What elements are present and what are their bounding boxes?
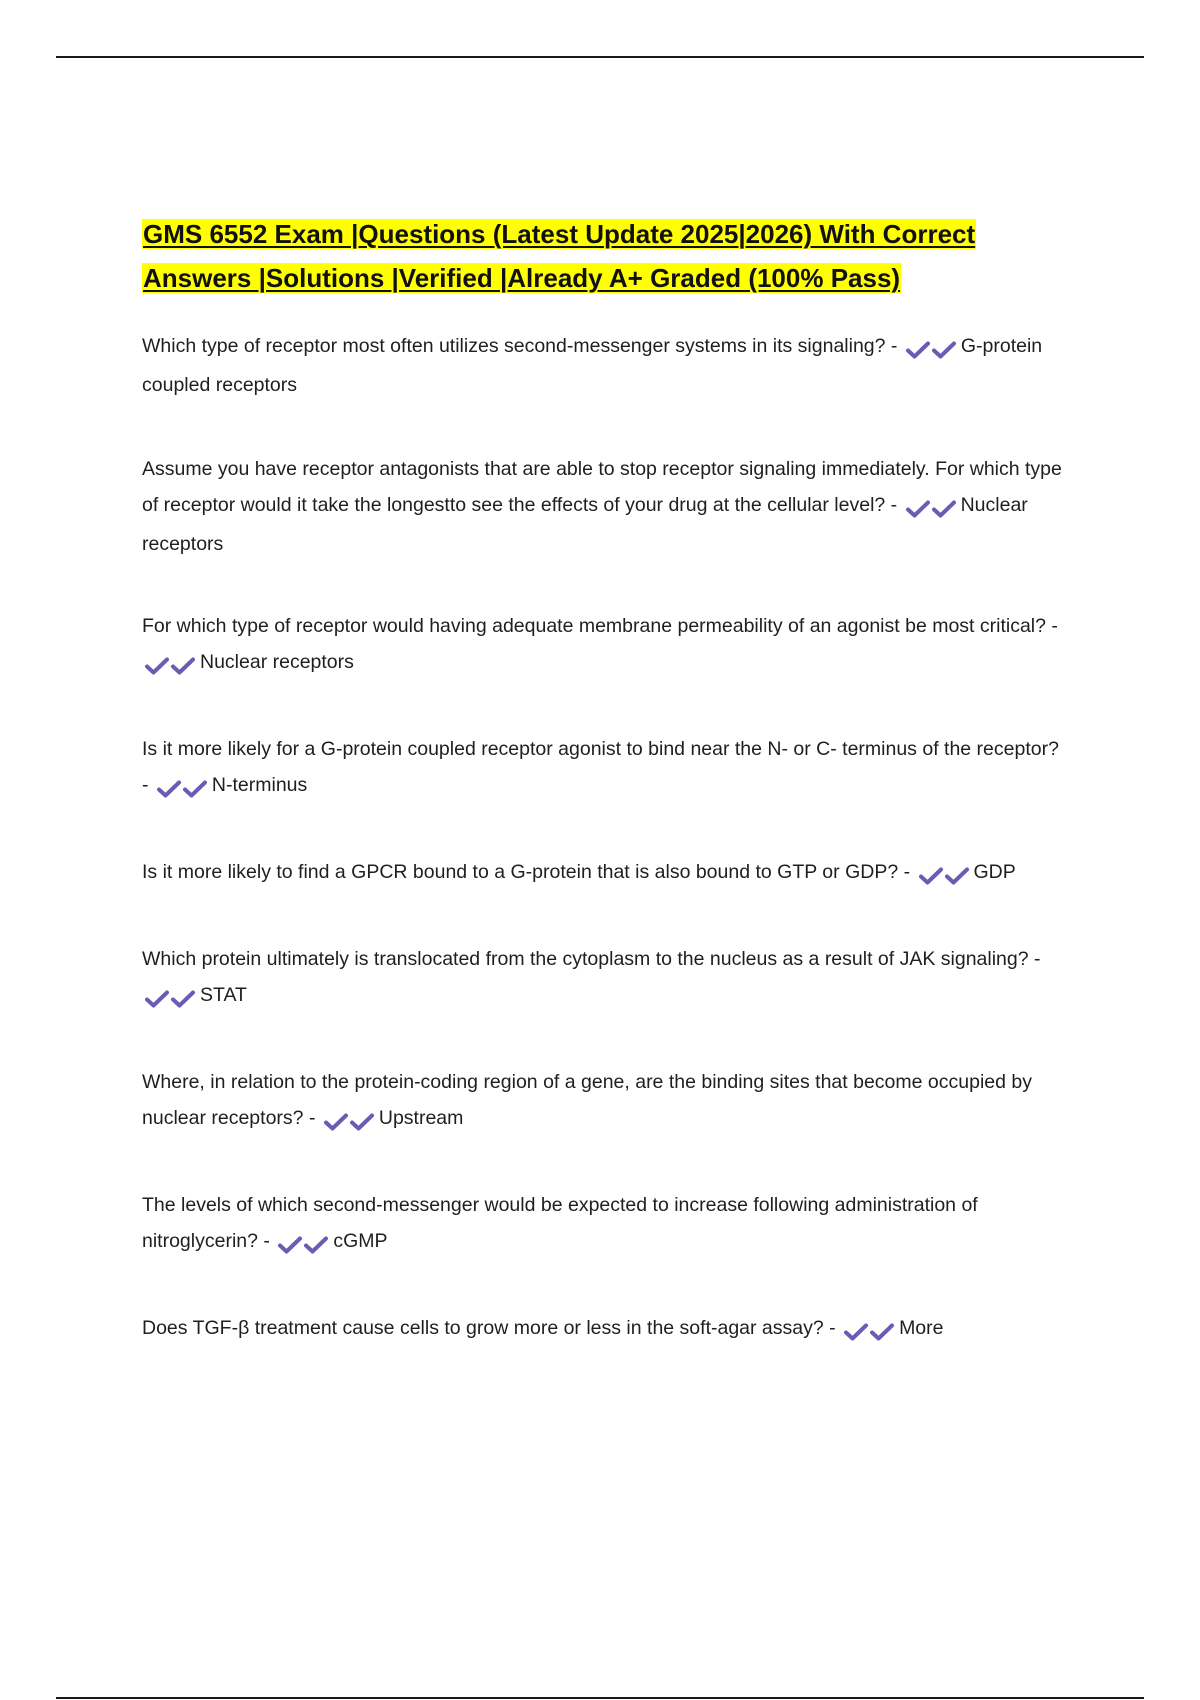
answer-text: G-protein coupled receptors <box>142 335 1043 396</box>
qa-item <box>142 731 1062 806</box>
double-check-icon <box>323 1103 375 1139</box>
check-icon <box>144 656 170 676</box>
qa-item <box>142 1064 1062 1139</box>
answer-separator: - <box>142 774 149 796</box>
check-icon <box>931 340 957 360</box>
double-check-icon <box>277 1226 329 1262</box>
check-icon <box>905 340 931 360</box>
answer-separator: - <box>903 861 911 883</box>
document-body <box>142 212 1062 1349</box>
question-text: Which type of receptor most often utilizes second-messenger systems in its signaling? <box>142 335 886 357</box>
answer-text: More <box>899 1317 944 1339</box>
footer-rule <box>56 1697 1144 1699</box>
header-rule <box>56 56 1144 58</box>
answer-separator: - <box>263 1230 270 1252</box>
check-icon <box>869 1322 895 1342</box>
check-icon <box>349 1112 375 1132</box>
check-icon <box>323 1112 349 1132</box>
qa-item <box>142 1187 1062 1262</box>
question-text: The levels of which second-messenger would be expected to increase following administration of nitroglycerin? <box>142 1194 978 1252</box>
answer-text: N-terminus <box>211 774 308 796</box>
answer-separator: - <box>890 494 898 516</box>
title-line-1: GMS 6552 Exam |Questions (Latest Update 2025|2026) With Correct <box>143 219 976 249</box>
check-icon <box>944 866 970 886</box>
check-icon <box>931 499 957 519</box>
double-check-icon <box>843 1313 895 1349</box>
double-check-icon <box>156 770 208 806</box>
check-icon <box>905 499 931 519</box>
qa-item <box>142 854 1062 893</box>
answer-text: Upstream <box>378 1107 464 1129</box>
check-icon <box>918 866 944 886</box>
answer-text: Nuclear receptors <box>142 494 1028 555</box>
check-icon <box>843 1322 869 1342</box>
double-check-icon <box>905 490 957 526</box>
answer-text: GDP <box>973 861 1016 883</box>
qa-list <box>142 328 1062 1349</box>
answer-separator: - <box>890 335 898 357</box>
check-icon <box>144 989 170 1009</box>
question-text: Does TGF-β treatment cause cells to grow more or less in the soft-agar assay? <box>142 1317 824 1339</box>
qa-item <box>142 1310 1062 1349</box>
answer-separator: - <box>1051 615 1058 637</box>
answer-text: STAT <box>200 984 247 1006</box>
qa-item <box>142 451 1062 562</box>
qa-item <box>142 941 1062 1016</box>
question-text: Assume you have receptor antagonists that are able to stop receptor signaling immediately. For which type of receptor would it take the longestto see the effects of your drug at the cellular level? <box>142 458 1062 516</box>
answer-separator: - <box>829 1317 836 1339</box>
double-check-icon <box>144 647 196 683</box>
document-title <box>142 212 1062 300</box>
question-text: Is it more likely to find a GPCR bound to a G-protein that is also bound to GTP or GDP? <box>142 861 899 883</box>
check-icon <box>170 656 196 676</box>
check-icon <box>277 1235 303 1255</box>
check-icon <box>156 779 182 799</box>
question-text: Is it more likely for a G-protein coupled receptor agonist to bind near the N- or C- terminus of the receptor? <box>142 738 1059 760</box>
double-check-icon <box>144 980 196 1016</box>
answer-text: Nuclear receptors <box>200 651 354 673</box>
check-icon <box>182 779 208 799</box>
qa-item <box>142 328 1062 403</box>
check-icon <box>170 989 196 1009</box>
double-check-icon <box>905 331 957 367</box>
qa-item <box>142 608 1062 683</box>
double-check-icon <box>918 857 970 893</box>
question-text: For which type of receptor would having adequate membrane permeability of an agonist be most critical? <box>142 615 1046 637</box>
question-text: Where, in relation to the protein-coding region of a gene, are the binding sites that become occupied by nuclear receptors? <box>142 1071 1032 1129</box>
answer-separator: - <box>1034 948 1041 970</box>
answer-separator: - <box>308 1107 316 1129</box>
title-line-2: Answers |Solutions |Verified |Already A+ Graded (100% Pass) <box>143 263 901 293</box>
answer-text: cGMP <box>333 1230 388 1252</box>
question-text: Which protein ultimately is translocated from the cytoplasm to the nucleus as a result of JAK signaling? <box>142 948 1029 970</box>
check-icon <box>303 1235 329 1255</box>
